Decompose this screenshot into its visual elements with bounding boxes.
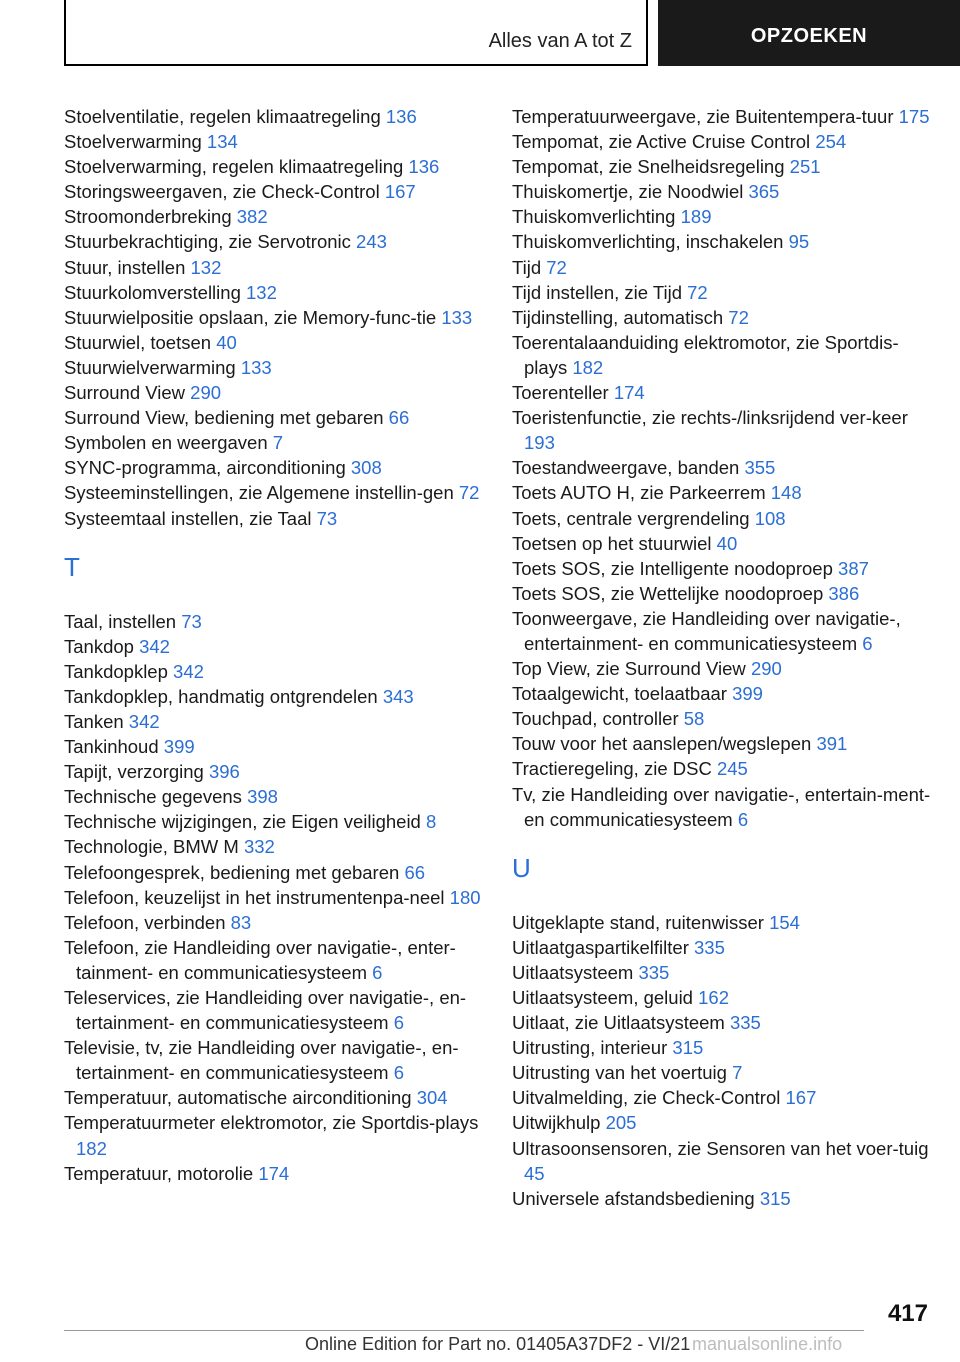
page-reference-link[interactable]: 382 [236, 206, 268, 228]
page-reference-link[interactable]: 7 [732, 1062, 743, 1084]
index-entry-text: Stoelverwarming [64, 131, 202, 153]
index-entry-text: Universele afstandsbediening [512, 1187, 755, 1209]
index-entry-text: Tankinhoud [64, 736, 159, 758]
page-reference-link[interactable]: 174 [613, 382, 645, 404]
page-reference-link[interactable]: 396 [208, 761, 240, 783]
index-entry-text: Uitlaatsysteem [512, 961, 634, 983]
index-entry [64, 659, 484, 684]
page-reference-link[interactable]: 193 [524, 432, 555, 454]
index-entry [64, 634, 484, 659]
footer-divider [64, 1330, 864, 1331]
index-entry [512, 255, 932, 280]
page-reference-link[interactable]: 6 [737, 808, 749, 830]
index-entry-text: Stuurwielpositie opslaan, zie Memory-func‐tie [64, 306, 437, 328]
index-entry-text: Tijd [512, 256, 542, 278]
index-entry [64, 709, 484, 734]
page-reference-link[interactable]: 399 [163, 736, 195, 758]
index-entry-text: Tankdopklep [64, 660, 168, 682]
index-entry [512, 129, 932, 154]
page-reference-link[interactable]: 342 [173, 660, 204, 682]
index-entry [64, 809, 484, 834]
index-entry [64, 255, 484, 280]
page-reference-link[interactable]: 332 [243, 836, 275, 858]
index-entry [512, 960, 932, 985]
index-entry [64, 154, 484, 179]
index-entry [64, 1161, 484, 1186]
index-entry [512, 229, 932, 254]
index-entry [64, 860, 484, 885]
index-entry [512, 1010, 932, 1035]
index-entry [512, 706, 932, 731]
page-reference-link[interactable]: 399 [732, 683, 763, 705]
index-entry-text: Teleservices, zie Handleiding over navigatie-, en‐tertainment- en communicatiesysteem [64, 987, 467, 1034]
page-reference-link[interactable]: 343 [382, 685, 414, 707]
index-entry [512, 1085, 932, 1110]
index-entry [64, 330, 484, 355]
index-entry [64, 885, 484, 910]
index-entry-text: Thuiskomertje, zie Noodwiel [512, 181, 744, 203]
page-reference-link[interactable]: 342 [128, 710, 160, 732]
index-entry-text: Systeeminstellingen, zie Algemene instellin‐gen [64, 482, 454, 504]
index-entry-text: Tv, zie Handleiding over navigatie-, entertain‐ment- en communicatiesysteem [512, 783, 931, 830]
index-entry-text: Stuurwiel, toetsen [64, 331, 212, 353]
page-reference-link[interactable]: 243 [356, 231, 387, 253]
index-entry-text: Tijd instellen, zie Tijd [512, 281, 682, 303]
page-reference-link[interactable]: 132 [246, 281, 277, 303]
index-entry [512, 1136, 932, 1186]
page-reference-link[interactable]: 136 [385, 106, 417, 127]
index-entry [512, 581, 932, 606]
index-entry-text: Toerenteller [512, 382, 609, 404]
page-reference-link[interactable]: 72 [546, 256, 567, 278]
page-reference-link[interactable]: 355 [744, 457, 776, 479]
page-reference-link[interactable]: 72 [687, 281, 708, 303]
index-entry [64, 506, 484, 531]
index-entry [64, 305, 484, 330]
page-reference-link[interactable]: 72 [458, 482, 480, 504]
index-entry [512, 204, 932, 229]
index-entry-text: Tankdop [64, 635, 134, 657]
index-entry [64, 480, 484, 505]
index-entry-text: Stoelventilatie, regelen klimaatregeling [64, 106, 381, 127]
index-entry [512, 681, 932, 706]
page-reference-link[interactable]: 335 [694, 936, 725, 958]
index-entry-text: Uitwijkhulp [512, 1112, 601, 1134]
index-entry [64, 609, 484, 634]
index-entry-text: Uitlaatgaspartikelfilter [512, 936, 689, 958]
index-entry [64, 935, 484, 985]
index-entry-text: Telefoon, keuzelijst in het instrumentenpa‐neel [64, 886, 445, 908]
index-entry-text: Uitvalmelding, zie Check-Control [512, 1087, 781, 1109]
index-entry [512, 1186, 932, 1211]
index-entry [512, 910, 932, 935]
page-reference-link[interactable]: 7 [272, 432, 284, 454]
index-entry-text: Toeristenfunctie, zie rechts-/linksrijdend ver‐keer [512, 407, 908, 429]
page-reference-link[interactable]: 182 [76, 1137, 107, 1159]
page-reference-link[interactable]: 290 [190, 382, 222, 404]
index-entry-text: Uitlaatsysteem, geluid [512, 987, 693, 1008]
page-reference-link[interactable]: 162 [698, 987, 729, 1008]
index-entry-text: Ultrasoonsensoren, zie Sensoren van het voer‐tuig [512, 1137, 929, 1159]
index-entry [64, 430, 484, 455]
index-entry-text: Stuurbekrachtiging, zie Servotronic [64, 231, 351, 253]
page-reference-link[interactable]: 180 [449, 886, 481, 908]
index-entry [64, 405, 484, 430]
page-reference-link[interactable]: 6 [862, 632, 873, 654]
index-entry-text: SYNC-programma, airconditioning [64, 457, 346, 479]
page-reference-link[interactable]: 342 [139, 635, 170, 657]
page-reference-link[interactable]: 6 [393, 1012, 405, 1034]
index-entry [64, 355, 484, 380]
index-entry [64, 759, 484, 784]
header-divider-bottom [64, 64, 648, 66]
index-entry-text: Top View, zie Surround View [512, 658, 746, 680]
page-reference-link[interactable]: 40 [216, 331, 237, 353]
index-entry [512, 1110, 932, 1135]
index-entry [64, 204, 484, 229]
page-reference-link[interactable]: 6 [393, 1062, 405, 1084]
index-entry [64, 229, 484, 254]
index-entry [512, 380, 932, 405]
index-entry [64, 280, 484, 305]
index-entry-text: Technische gegevens [64, 786, 242, 808]
index-column-left [64, 104, 484, 1186]
page-reference-link[interactable]: 335 [638, 961, 670, 983]
index-entry [512, 305, 932, 330]
index-entry [64, 1085, 484, 1110]
index-entry [512, 405, 932, 455]
index-entry-text: Symbolen en weergaven [64, 432, 268, 454]
index-entry-text: Thuiskomverlichting [512, 206, 676, 228]
page-reference-link[interactable]: 132 [190, 256, 222, 278]
index-entry-text: Stoelverwarming, regelen klimaatregeling [64, 156, 404, 178]
page-reference-link[interactable]: 95 [788, 231, 810, 253]
page-reference-link[interactable]: 182 [572, 356, 604, 378]
index-entry [64, 734, 484, 759]
page-reference-link[interactable]: 133 [240, 356, 272, 378]
page-reference-link[interactable]: 73 [316, 507, 338, 529]
page-reference-link[interactable]: 136 [408, 156, 440, 178]
index-entry [64, 784, 484, 809]
index-entry [512, 656, 932, 681]
index-entry-text: Toestandweergave, banden [512, 457, 740, 479]
index-entry-text: Toerentalaanduiding elektromotor, zie Sportdis‐plays [512, 331, 899, 378]
index-entry [64, 1035, 484, 1085]
page-reference-link[interactable]: 308 [350, 457, 382, 479]
index-entry-text: Temperatuurmeter elektromotor, zie Sportdis‐plays [64, 1112, 479, 1134]
page-reference-link[interactable]: 6 [372, 961, 383, 983]
index-entry-text: Surround View, bediening met gebaren [64, 407, 384, 429]
index-entry [512, 782, 932, 832]
page-reference-link[interactable]: 315 [759, 1187, 791, 1209]
page-reference-link[interactable]: 245 [716, 758, 748, 780]
index-entry-text: Touw voor het aanslepen/wegslepen [512, 733, 812, 755]
index-entry [64, 380, 484, 405]
page-reference-link[interactable]: 8 [426, 811, 437, 833]
page-reference-link[interactable]: 134 [206, 131, 238, 153]
page-reference-link[interactable]: 154 [769, 911, 800, 933]
index-entry [512, 1060, 932, 1085]
index-entry-text: Uitrusting, interieur [512, 1037, 668, 1059]
index-entry-text: Temperatuur, motorolie [64, 1162, 254, 1184]
index-entry [512, 104, 932, 129]
page-reference-link[interactable]: 45 [524, 1162, 545, 1184]
index-entry-text: Technologie, BMW M [64, 836, 239, 858]
index-entry-text: Telefoongesprek, bediening met gebaren [64, 861, 400, 883]
index-entry [512, 935, 932, 960]
index-entry [512, 455, 932, 480]
index-entry [512, 506, 932, 531]
index-entry [64, 1110, 484, 1160]
page-header [0, 0, 960, 66]
index-entry-text: Tempomat, zie Active Cruise Control [512, 131, 811, 153]
index-entry-text: Tapijt, verzorging [64, 761, 204, 783]
page-reference-link[interactable]: 398 [247, 786, 278, 808]
page-reference-link[interactable]: 66 [404, 861, 426, 883]
opzoeken-tab[interactable]: OPZOEKEN [658, 0, 960, 66]
index-entry-text: Toets AUTO H, zie Parkeerrem [512, 482, 766, 504]
index-entry [512, 606, 932, 656]
index-entry [64, 985, 484, 1035]
page-reference-link[interactable]: 387 [838, 557, 869, 579]
page-reference-link[interactable]: 133 [441, 306, 473, 328]
page-reference-link[interactable]: 174 [258, 1162, 290, 1184]
index-entry [512, 985, 932, 1010]
watermark: manualsonline.info [692, 1334, 843, 1354]
page-reference-link[interactable]: 365 [748, 181, 780, 203]
index-entry [64, 104, 484, 129]
index-entry-text: Tempomat, zie Snelheidsregeling [512, 156, 785, 178]
index-entry-text: Taal, instellen [64, 610, 177, 632]
index-entry [512, 556, 932, 581]
index-entry-text: Stroomonderbreking [64, 206, 232, 228]
index-entry [64, 834, 484, 859]
page-reference-link[interactable]: 304 [416, 1087, 448, 1109]
header-divider-left [64, 0, 66, 66]
index-entry-text: Tanken [64, 710, 124, 732]
index-entry-text: Toetsen op het stuurwiel [512, 532, 712, 554]
page-reference-link[interactable]: 58 [683, 708, 705, 730]
page-reference-link[interactable]: 290 [750, 658, 782, 680]
index-entry [512, 330, 932, 380]
page-reference-link[interactable]: 251 [789, 156, 821, 178]
page-reference-link[interactable]: 189 [680, 206, 712, 228]
index-entry [512, 480, 932, 505]
index-entry [64, 129, 484, 154]
page-reference-link[interactable]: 72 [728, 306, 749, 328]
index-entry-text: Surround View [64, 382, 186, 404]
index-entry [64, 684, 484, 709]
page-reference-link[interactable]: 108 [754, 507, 786, 529]
edition-text: Online Edition for Part no. 01405A37DF2 - VI/21 [305, 1334, 691, 1354]
page-reference-link[interactable]: 73 [181, 610, 202, 632]
index-entry-text: Toets, centrale vergrendeling [512, 507, 750, 529]
index-entry-text: Temperatuurweergave, zie Buitentempera‐tuur [512, 106, 894, 127]
index-entry [64, 910, 484, 935]
index-entry-text: Stuurwielverwarming [64, 356, 236, 378]
index-entry [512, 154, 932, 179]
index-letter-heading: T [64, 551, 80, 582]
page-reference-link[interactable]: 205 [605, 1112, 637, 1134]
index-entry-text: Toets SOS, zie Intelligente noodoproep [512, 557, 833, 579]
page-reference-link[interactable]: 391 [816, 733, 848, 755]
page-reference-link[interactable]: 386 [828, 582, 860, 604]
index-entry-text: Tankdopklep, handmatig ontgrendelen [64, 685, 378, 707]
index-entry [64, 179, 484, 204]
page-reference-link[interactable]: 254 [815, 131, 847, 153]
page-reference-link[interactable]: 175 [898, 106, 930, 127]
index-entry-text: Stuur, instellen [64, 256, 186, 278]
index-entry-text: Storingsweergaven, zie Check-Control [64, 181, 380, 203]
header-divider-right [646, 0, 648, 66]
index-column-right [512, 104, 932, 1211]
index-entry-text: Stuurkolomverstelling [64, 281, 241, 303]
page-reference-link[interactable]: 83 [230, 911, 252, 933]
page-reference-link[interactable]: 167 [384, 181, 416, 203]
index-entry-text: Toets SOS, zie Wettelijke noodoproep [512, 582, 824, 604]
index-entry-text: Uitgeklapte stand, ruitenwisser [512, 911, 764, 933]
index-entry-text: Temperatuur, automatische airconditioning [64, 1087, 412, 1109]
index-entry-text: Touchpad, controller [512, 708, 679, 730]
index-entry-text: Televisie, tv, zie Handleiding over navigatie-, en‐tertainment- en communicatiesysteem [64, 1037, 459, 1084]
section-title: Alles van A tot Z [488, 30, 632, 52]
page-reference-link[interactable]: 335 [729, 1012, 761, 1034]
index-entry-text: Telefoon, zie Handleiding over navigatie-, enter‐tainment- en communicatiesysteem [64, 936, 456, 983]
index-entry-text: Tijdinstelling, automatisch [512, 306, 724, 328]
index-entry [64, 455, 484, 480]
index-entry-text: Toonweergave, zie Handleiding over navigatie-, entertainment- en communicatiesysteem [512, 607, 901, 654]
index-entry-text: Thuiskomverlichting, inschakelen [512, 231, 784, 253]
index-entry [512, 280, 932, 305]
index-entry-text: Telefoon, verbinden [64, 911, 226, 933]
index-entry-text: Tractieregeling, zie DSC [512, 758, 712, 780]
page-reference-link[interactable]: 40 [716, 532, 738, 554]
index-entry-text: Totaalgewicht, toelaatbaar [512, 683, 727, 705]
index-entry-text: Uitrusting van het voertuig [512, 1062, 727, 1084]
index-entry-text: Uitlaat, zie Uitlaatsysteem [512, 1012, 725, 1034]
page-reference-link[interactable]: 167 [785, 1087, 817, 1109]
index-entry [512, 756, 932, 781]
index-entry [512, 179, 932, 204]
page-reference-link[interactable]: 315 [672, 1037, 704, 1059]
index-letter-heading: U [512, 852, 531, 883]
index-entry [512, 1035, 932, 1060]
index-entry-text: Systeemtaal instellen, zie Taal [64, 507, 312, 529]
page-reference-link[interactable]: 66 [388, 407, 410, 429]
page-number: 417 [887, 1300, 928, 1327]
index-entry-text: Technische wijzigingen, zie Eigen veiligheid [64, 811, 421, 833]
page-reference-link[interactable]: 148 [770, 482, 802, 504]
index-entry [512, 731, 932, 756]
index-entry [512, 531, 932, 556]
